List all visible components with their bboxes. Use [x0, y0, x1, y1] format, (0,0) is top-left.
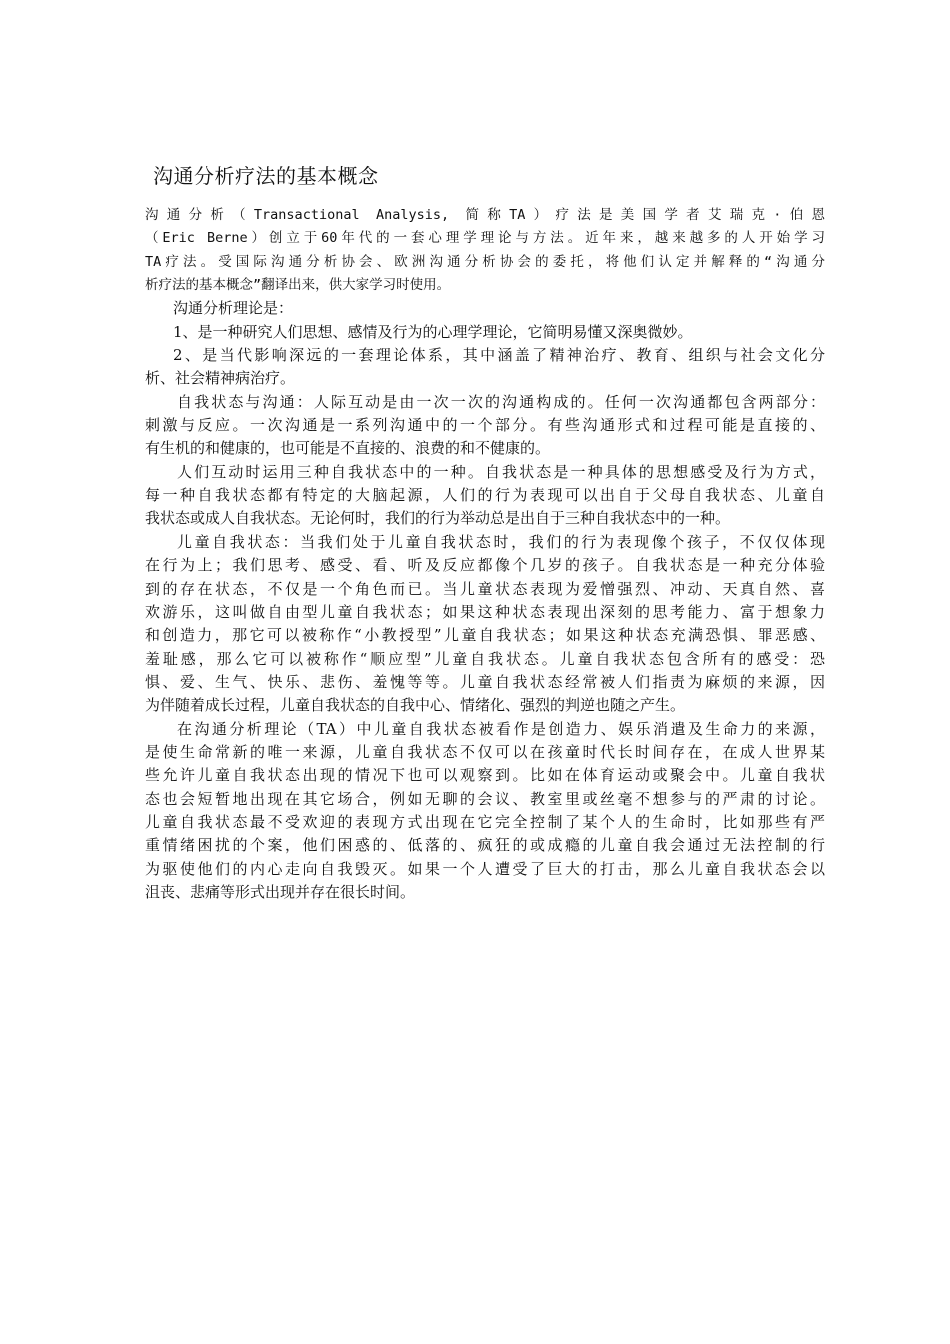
paragraph-line: 沟通分析理论是： [173, 299, 294, 318]
paragraph [145, 531, 825, 718]
paragraph-line: 沟通分析（Transactional Analysis, 简称TA）疗法是美国学者艾瑞克·伯恩 [145, 207, 825, 223]
paragraph-line: 析、社会精神病治疗。 [145, 369, 296, 388]
paragraph-line: 些允许儿童自我状态出现的情况下也可以观察到。比如在体育运动或聚会中。儿童自我状 [145, 766, 825, 785]
paragraph-line: （Eric Berne）创立于60年代的一套心理学理论与方法。近年来，越来越多的人开始学习 [145, 230, 825, 247]
paragraph-line: 儿童自我状态：当我们处于儿童自我状态时，我们的行为表现像个孩子，不仅仅体现 [177, 532, 825, 551]
paragraph [145, 718, 825, 905]
paragraph-line: 欢游乐，这叫做自由型儿童自我状态；如果这种状态表现出深刻的思考能力、富于想象力 [145, 602, 825, 621]
paragraph-line: 有生机的和健康的，也可能是不直接的、浪费的和不健康的。 [145, 439, 551, 458]
paragraph-line: 每一种自我状态都有特定的大脑起源，人们的行为表现可以出自于父母自我状态、儿童自 [145, 486, 825, 505]
paragraph-line: 刺激与反应。一次沟通是一系列沟通中的一个部分。有些沟通形式和过程可能是直接的、 [145, 416, 825, 435]
paragraph [145, 461, 825, 531]
paragraph-line: 为驱使他们的内心走向自我毁灭。如果一个人遭受了巨大的打击，那么儿童自我状态会以 [145, 859, 825, 878]
paragraph-line: TA疗法。受国际沟通分析协会、欧洲沟通分析协会的委托，将他们认定并解释的“沟通分 [145, 253, 825, 270]
paragraph [145, 391, 825, 461]
paragraph-line: 为伴随着成长过程，儿童自我状态的自我中心、情绪化、强烈的判逆也随之产生。 [145, 696, 686, 715]
paragraph-line: 2、是当代影响深远的一套理论体系，其中涵盖了精神治疗、教育、组织与社会文化分 [173, 346, 825, 365]
paragraph-line: 到的存在状态，不仅是一个角色而已。当儿童状态表现为爱憎强烈、冲动、天真自然、喜 [145, 579, 825, 598]
paragraph-line: 和创造力，那它可以被称作“小教授型”儿童自我状态；如果这种状态充满恐惧、罪恶感、 [145, 626, 825, 645]
paragraph-line: 析疗法的基本概念”翻译出来，供大家学习时使用。 [145, 277, 451, 294]
document-title: 沟通分析疗法的基本概念 [153, 164, 379, 188]
paragraph [145, 204, 825, 297]
paragraph-line: 是使生命常新的唯一来源，儿童自我状态不仅可以在孩童时代长时间存在，在成人世界某 [145, 742, 825, 761]
paragraph-line: 1、是一种研究人们思想、感情及行为的心理学理论，它简明易懂又深奥微妙。 [173, 322, 693, 341]
paragraph-line: 羞耻感，那么它可以被称作“顺应型”儿童自我状态。儿童自我状态包含所有的感受：恐 [145, 649, 825, 668]
paragraph-line: 我状态或成人自我状态。无论何时，我们的行为举动总是出自于三种自我状态中的一种。 [145, 509, 731, 528]
paragraph-line: 重情绪困扰的个案，他们困惑的、低落的、疯狂的或成瘾的儿童自我会通过无法控制的行 [145, 836, 825, 855]
paragraph-line: 人们互动时运用三种自我状态中的一种。自我状态是一种具体的思想感受及行为方式， [177, 462, 825, 481]
document-body [145, 204, 825, 904]
paragraph-line: 沮丧、悲痛等形式出现并存在很长时间。 [145, 882, 416, 901]
paragraph-line: 惧、爱、生气、快乐、悲伤、羞愧等等。儿童自我状态经常被人们指责为麻烦的来源，因 [145, 672, 825, 691]
paragraph [145, 321, 825, 344]
paragraph-line: 儿童自我状态最不受欢迎的表现方式出现在它完全控制了某个人的生命时，比如那些有严 [145, 812, 825, 831]
paragraph [145, 297, 825, 320]
paragraph-line: 在行为上；我们思考、感受、看、听及反应都像个几岁的孩子。自我状态是一种充分体验 [145, 556, 825, 575]
paragraph-line: 在沟通分析理论（TA）中儿童自我状态被看作是创造力、娱乐消遣及生命力的来源， [177, 719, 825, 738]
paragraph-line: 态也会短暂地出现在其它场合，例如无聊的会议、教室里或丝毫不想参与的严肃的讨论。 [145, 789, 825, 808]
paragraph [145, 344, 825, 391]
paragraph-line: 自我状态与沟通：人际互动是由一次一次的沟通构成的。任何一次沟通都包含两部分： [177, 392, 825, 411]
